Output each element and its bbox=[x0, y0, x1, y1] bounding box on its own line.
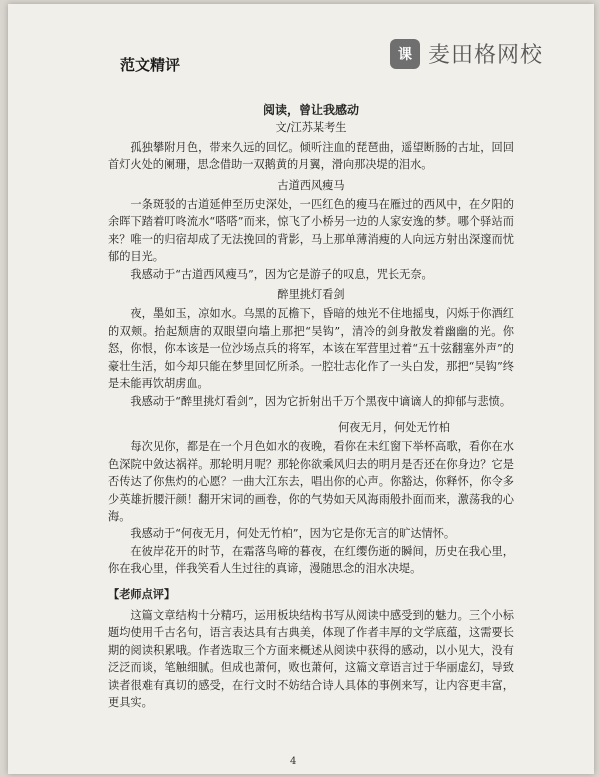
review-heading: 【老师点评】 bbox=[108, 586, 176, 601]
page-number: 4 bbox=[290, 756, 297, 767]
document-page bbox=[8, 4, 594, 774]
essay-content bbox=[108, 100, 514, 711]
essay-closing: 在彼岸花开的时节，在霜落鸟啼的暮夜，在红缨伤逝的瞬间，历史在我心里，你在我心里，伴我笑看人生过往的真谛，漫随思念的泪水决堤。 bbox=[108, 544, 514, 576]
section-body-2: 夜，墨如玉，凉如水。乌黑的瓦檐下，昏暗的烛光不住地摇曳，闪烁于你酒红的双颊。抬起颓唐的双眼望向墙上那把“吴钩”，清冷的剑身散发着幽幽的光。你怒，你恨，你本该是一位沙场点兵的将军，本该在军营里过着“五十弦翻塞外声”的豪壮生活，如今却只能在梦里回忆所杀。一腔壮志化作了一头白发，那把“吴钩”终是未能再饮胡虏血。 bbox=[108, 307, 514, 391]
essay-intro: 孤独攀附月色，带来久远的回忆。倾听注血的琵琶曲，遥望断肠的古址，回回首灯火处的阑珊，思念借助一双鹅黄的月翼，滑向那决堤的泪水。 bbox=[108, 140, 514, 172]
essay-byline: 文/江苏某考生 bbox=[275, 121, 347, 135]
section-touch-1: 我感动于“古道西风瘦马”，因为它是游子的叹息，咒长无奈。 bbox=[130, 267, 433, 281]
section-subtitle-3: 何夜无月，何处无竹柏 bbox=[338, 420, 450, 434]
section-touch-2: 我感动于“醉里挑灯看剑”，因为它折射出千万个黑夜中谪谪人的抑郁与悲愤。 bbox=[130, 394, 512, 408]
section-body-3: 每次见你，都是在一个月色如水的夜晚，看你在未红窗下举杯高歌，看你在水色深院中敛达祸祥。那轮明月呢？那轮你欲乘风归去的明月是否还在你身边？它是否传达了你焦灼的心愿？一曲大江东去，唱出你的心声。你豁达，你释怀，你令多少英雄折腰汗颜！翻开宋词的画卷，你的气势如天风海雨般扑面而来，激荡我的心海。 bbox=[108, 440, 514, 523]
brand-icon: 课 bbox=[390, 39, 420, 69]
section-title: 范文精评 bbox=[120, 56, 181, 74]
brand-logo bbox=[390, 38, 543, 69]
essay-title: 阅读，曾让我感动 bbox=[262, 103, 359, 117]
section-body-1: 一条斑驳的古道延伸至历史深处，一匹红色的瘦马在雁过的西风中，在夕阳的余晖下踏着叮咚流水“嗒嗒”而来，惊飞了小桥另一边的人家安逸的梦。哪个驿站而来？唯一的归宿却成了无法挽回的背影，马上那单薄消瘦的人向远方射出深邃而忧郁的目光。 bbox=[108, 198, 514, 264]
spacer bbox=[108, 410, 514, 416]
section-touch-3: 我感动于“何夜无月，何处无竹柏”，因为它是你无言的旷达情怀。 bbox=[130, 527, 456, 541]
review-body: 这篇文章结构十分精巧，运用板块结构书写从阅读中感受到的魅力。三个小标题均使用千古名句，语言表达具有古典美，体现了作者丰厚的文学底蕴，这需要长期的阅读积累哦。作者选取三个方面来概述从阅读中获得的感动，以小见大，没有泛泛而谈，笔触细腻。但成也萧何，败也萧何，这篇文章语言过于华丽虚幻，导致读者很难有真切的感受，在行文时不妨结合诗人具体的事例来写，让内容更丰富，更具实。 bbox=[108, 608, 514, 709]
section-subtitle-1: 古道西风瘦马 bbox=[277, 178, 345, 192]
section-subtitle-2: 醉里挑灯看剑 bbox=[277, 288, 345, 302]
brand-name: 麦田格网校 bbox=[428, 43, 544, 68]
